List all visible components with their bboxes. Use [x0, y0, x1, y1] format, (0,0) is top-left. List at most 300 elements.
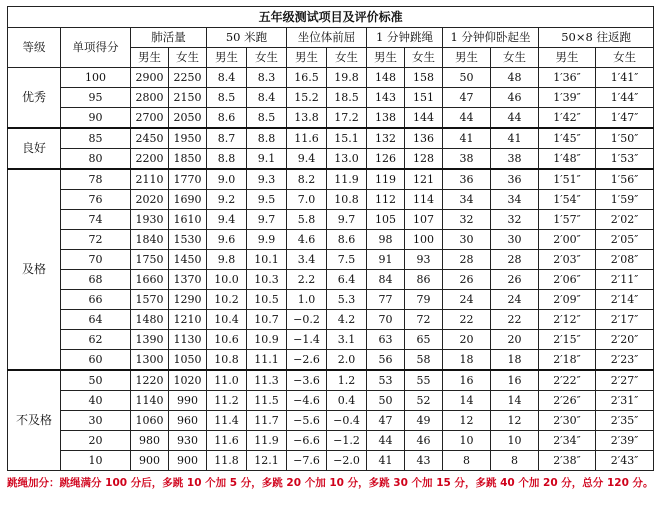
value-cell: 9.3 [247, 169, 287, 190]
value-cell: 58 [405, 350, 443, 371]
value-cell: 10.3 [247, 270, 287, 290]
value-cell: 38 [491, 149, 539, 170]
value-cell: 12.1 [247, 451, 287, 471]
value-cell: 1′39″ [539, 88, 596, 108]
table-row [8, 149, 654, 170]
value-cell: 2700 [131, 108, 169, 129]
value-cell: 12 [443, 411, 491, 431]
score-cell: 64 [61, 310, 131, 330]
value-cell: 93 [405, 250, 443, 270]
score-cell: 90 [61, 108, 131, 129]
score-cell: 30 [61, 411, 131, 431]
table-row [8, 190, 654, 210]
value-cell: 1130 [169, 330, 207, 350]
value-cell: 55 [405, 370, 443, 391]
table-title: 五年级测试项目及评价标准 [8, 7, 654, 28]
table-row [8, 330, 654, 350]
value-cell: −0.2 [287, 310, 327, 330]
value-cell: 47 [443, 88, 491, 108]
value-cell: 1660 [131, 270, 169, 290]
table-row [8, 290, 654, 310]
value-cell: 9.8 [207, 250, 247, 270]
value-cell: 1530 [169, 230, 207, 250]
value-cell: 1′57″ [539, 210, 596, 230]
value-cell: 2800 [131, 88, 169, 108]
score-cell: 68 [61, 270, 131, 290]
value-cell: 91 [367, 250, 405, 270]
value-cell: 1450 [169, 250, 207, 270]
value-cell: 8.2 [287, 169, 327, 190]
value-cell: −3.6 [287, 370, 327, 391]
value-cell: 46 [491, 88, 539, 108]
value-cell: 1610 [169, 210, 207, 230]
score-cell: 76 [61, 190, 131, 210]
value-cell: 11.6 [287, 128, 327, 149]
value-cell: 1′45″ [539, 128, 596, 149]
value-cell: 2′00″ [539, 230, 596, 250]
value-cell: 11.5 [247, 391, 287, 411]
value-cell: 10.7 [247, 310, 287, 330]
value-cell: 2′35″ [596, 411, 654, 431]
value-cell: 132 [367, 128, 405, 149]
value-cell: 2′23″ [596, 350, 654, 371]
value-cell: 960 [169, 411, 207, 431]
value-cell: 2250 [169, 68, 207, 88]
value-cell: 8.5 [247, 108, 287, 129]
value-cell: 9.7 [247, 210, 287, 230]
value-cell: −6.6 [287, 431, 327, 451]
value-cell: 30 [491, 230, 539, 250]
value-cell: −5.6 [287, 411, 327, 431]
value-cell: 20 [491, 330, 539, 350]
value-cell: 1′56″ [596, 169, 654, 190]
value-cell: 3.1 [327, 330, 367, 350]
value-cell: 1570 [131, 290, 169, 310]
value-cell: 8.4 [247, 88, 287, 108]
value-cell: −1.2 [327, 431, 367, 451]
value-cell: 44 [491, 108, 539, 129]
value-cell: 10 [491, 431, 539, 451]
value-cell: 148 [367, 68, 405, 88]
bonus-note: 跳绳加分：跳绳满分 100 分后，多跳 10 个加 5 分，多跳 20 个加 10 分，多跳 30 个加 15 分，多跳 40 个加 20 分，总分 120 分。 [7, 477, 654, 489]
value-cell: 10.8 [207, 350, 247, 371]
table-row [8, 88, 654, 108]
value-cell: 20 [443, 330, 491, 350]
header-female: 女生 [491, 48, 539, 68]
value-cell: 2′08″ [596, 250, 654, 270]
value-cell: −1.4 [287, 330, 327, 350]
value-cell: 50 [367, 391, 405, 411]
value-cell: 1′50″ [596, 128, 654, 149]
value-cell: 107 [405, 210, 443, 230]
table-row [8, 128, 654, 149]
header-male: 男生 [539, 48, 596, 68]
value-cell: 10.0 [207, 270, 247, 290]
title-row [8, 7, 654, 28]
value-cell: 119 [367, 169, 405, 190]
header-50m-run: 50 米跑 [207, 28, 287, 48]
value-cell: −4.6 [287, 391, 327, 411]
value-cell: 1′36″ [539, 68, 596, 88]
header-score: 单项得分 [61, 28, 131, 68]
value-cell: 2.0 [327, 350, 367, 371]
header-male: 男生 [443, 48, 491, 68]
value-cell: 11.2 [207, 391, 247, 411]
value-cell: 4.2 [327, 310, 367, 330]
value-cell: 1140 [131, 391, 169, 411]
value-cell: 22 [443, 310, 491, 330]
value-cell: 47 [367, 411, 405, 431]
value-cell: 2′12″ [539, 310, 596, 330]
value-cell: 1690 [169, 190, 207, 210]
value-cell: 6.4 [327, 270, 367, 290]
value-cell: 16.5 [287, 68, 327, 88]
value-cell: 9.0 [207, 169, 247, 190]
value-cell: 1020 [169, 370, 207, 391]
value-cell: 5.3 [327, 290, 367, 310]
value-cell: 14 [491, 391, 539, 411]
value-cell: 11.9 [247, 431, 287, 451]
value-cell: 128 [405, 149, 443, 170]
value-cell: 2200 [131, 149, 169, 170]
value-cell: 2110 [131, 169, 169, 190]
value-cell: 2′30″ [539, 411, 596, 431]
value-cell: 50 [443, 68, 491, 88]
value-cell: 112 [367, 190, 405, 210]
value-cell: 11.8 [207, 451, 247, 471]
table-row [8, 391, 654, 411]
score-cell: 78 [61, 169, 131, 190]
value-cell: 1.2 [327, 370, 367, 391]
value-cell: 16 [491, 370, 539, 391]
value-cell: 1770 [169, 169, 207, 190]
table-body [8, 7, 654, 471]
value-cell: 24 [491, 290, 539, 310]
value-cell: 8 [491, 451, 539, 471]
header-male: 男生 [367, 48, 405, 68]
header-shuttle-run: 50×8 往返跑 [539, 28, 654, 48]
table-row [8, 350, 654, 371]
value-cell: 1850 [169, 149, 207, 170]
value-cell: 2450 [131, 128, 169, 149]
value-cell: 9.9 [247, 230, 287, 250]
value-cell: 1′48″ [539, 149, 596, 170]
value-cell: 144 [405, 108, 443, 129]
value-cell: 9.7 [327, 210, 367, 230]
value-cell: 41 [367, 451, 405, 471]
value-cell: 8.6 [327, 230, 367, 250]
value-cell: 138 [367, 108, 405, 129]
value-cell: 900 [131, 451, 169, 471]
value-cell: 11.1 [247, 350, 287, 371]
value-cell: 158 [405, 68, 443, 88]
value-cell: 18.5 [327, 88, 367, 108]
table-row [8, 270, 654, 290]
value-cell: 38 [443, 149, 491, 170]
score-cell: 80 [61, 149, 131, 170]
value-cell: 2′03″ [539, 250, 596, 270]
header-female: 女生 [596, 48, 654, 68]
value-cell: 121 [405, 169, 443, 190]
value-cell: 79 [405, 290, 443, 310]
value-cell: 2′39″ [596, 431, 654, 451]
value-cell: −0.4 [327, 411, 367, 431]
value-cell: 2′27″ [596, 370, 654, 391]
value-cell: 2′09″ [539, 290, 596, 310]
value-cell: 14 [443, 391, 491, 411]
value-cell: 2′15″ [539, 330, 596, 350]
table-row [8, 108, 654, 129]
table-row [8, 451, 654, 471]
value-cell: 98 [367, 230, 405, 250]
score-cell: 70 [61, 250, 131, 270]
value-cell: 70 [367, 310, 405, 330]
table-row [8, 370, 654, 391]
score-cell: 66 [61, 290, 131, 310]
table-row [8, 411, 654, 431]
value-cell: 1′59″ [596, 190, 654, 210]
value-cell: 10.8 [327, 190, 367, 210]
table-row [8, 230, 654, 250]
value-cell: 2′05″ [596, 230, 654, 250]
value-cell: 34 [491, 190, 539, 210]
value-cell: 1060 [131, 411, 169, 431]
value-cell: 84 [367, 270, 405, 290]
value-cell: 930 [169, 431, 207, 451]
value-cell: 980 [131, 431, 169, 451]
value-cell: 1′44″ [596, 88, 654, 108]
value-cell: 11.7 [247, 411, 287, 431]
value-cell: 36 [491, 169, 539, 190]
header-sit-ups: 1 分钟仰卧起坐 [443, 28, 539, 48]
value-cell: 1′41″ [596, 68, 654, 88]
value-cell: 2′43″ [596, 451, 654, 471]
value-cell: −2.6 [287, 350, 327, 371]
value-cell: 1480 [131, 310, 169, 330]
score-cell: 95 [61, 88, 131, 108]
value-cell: 10.2 [207, 290, 247, 310]
value-cell: 1′51″ [539, 169, 596, 190]
value-cell: 8.4 [207, 68, 247, 88]
value-cell: 17.2 [327, 108, 367, 129]
value-cell: 36 [443, 169, 491, 190]
value-cell: 15.1 [327, 128, 367, 149]
value-cell: 63 [367, 330, 405, 350]
header-sit-and-reach: 坐位体前屈 [287, 28, 367, 48]
value-cell: 100 [405, 230, 443, 250]
value-cell: 28 [491, 250, 539, 270]
value-cell: 19.8 [327, 68, 367, 88]
value-cell: 86 [405, 270, 443, 290]
value-cell: 2900 [131, 68, 169, 88]
value-cell: 44 [443, 108, 491, 129]
score-cell: 74 [61, 210, 131, 230]
score-cell: 72 [61, 230, 131, 250]
value-cell: 10.5 [247, 290, 287, 310]
value-cell: 2′06″ [539, 270, 596, 290]
value-cell: 114 [405, 190, 443, 210]
value-cell: 1370 [169, 270, 207, 290]
header-female: 女生 [247, 48, 287, 68]
value-cell: 30 [443, 230, 491, 250]
value-cell: 2050 [169, 108, 207, 129]
value-cell: 12 [491, 411, 539, 431]
value-cell: 2′17″ [596, 310, 654, 330]
value-cell: 48 [491, 68, 539, 88]
value-cell: 13.8 [287, 108, 327, 129]
value-cell: 1390 [131, 330, 169, 350]
score-cell: 50 [61, 370, 131, 391]
value-cell: 22 [491, 310, 539, 330]
value-cell: 2′34″ [539, 431, 596, 451]
value-cell: 11.3 [247, 370, 287, 391]
value-cell: 900 [169, 451, 207, 471]
score-cell: 62 [61, 330, 131, 350]
table-row [8, 68, 654, 88]
value-cell: 9.4 [287, 149, 327, 170]
value-cell: 9.1 [247, 149, 287, 170]
value-cell: 72 [405, 310, 443, 330]
value-cell: 1′54″ [539, 190, 596, 210]
value-cell: 1930 [131, 210, 169, 230]
value-cell: 77 [367, 290, 405, 310]
value-cell: 32 [443, 210, 491, 230]
value-cell: −2.0 [327, 451, 367, 471]
value-cell: 2′14″ [596, 290, 654, 310]
grade-cell: 不及格 [8, 370, 61, 471]
value-cell: 11.4 [207, 411, 247, 431]
value-cell: −7.6 [287, 451, 327, 471]
table-row [8, 310, 654, 330]
value-cell: 5.8 [287, 210, 327, 230]
value-cell: 1300 [131, 350, 169, 371]
value-cell: 151 [405, 88, 443, 108]
header-female: 女生 [327, 48, 367, 68]
value-cell: 143 [367, 88, 405, 108]
header-grade: 等级 [8, 28, 61, 68]
value-cell: 46 [405, 431, 443, 451]
grade-cell: 优秀 [8, 68, 61, 129]
value-cell: 52 [405, 391, 443, 411]
value-cell: 1950 [169, 128, 207, 149]
value-cell: 44 [367, 431, 405, 451]
value-cell: 18 [443, 350, 491, 371]
header-female: 女生 [405, 48, 443, 68]
table-row [8, 210, 654, 230]
header-rope-skipping: 1 分钟跳绳 [367, 28, 443, 48]
score-cell: 60 [61, 350, 131, 371]
value-cell: 9.5 [247, 190, 287, 210]
value-cell: 1′53″ [596, 149, 654, 170]
value-cell: 24 [443, 290, 491, 310]
value-cell: 10.1 [247, 250, 287, 270]
value-cell: 2′31″ [596, 391, 654, 411]
value-cell: 10.4 [207, 310, 247, 330]
value-cell: 43 [405, 451, 443, 471]
value-cell: 8.8 [207, 149, 247, 170]
value-cell: 11.0 [207, 370, 247, 391]
value-cell: 8.7 [207, 128, 247, 149]
value-cell: 10 [443, 431, 491, 451]
value-cell: 1220 [131, 370, 169, 391]
standards-sheet [7, 6, 654, 490]
value-cell: 16 [443, 370, 491, 391]
value-cell: 53 [367, 370, 405, 391]
value-cell: 7.5 [327, 250, 367, 270]
value-cell: 11.9 [327, 169, 367, 190]
header-row-items [8, 28, 654, 48]
value-cell: 8.3 [247, 68, 287, 88]
header-male: 男生 [207, 48, 247, 68]
value-cell: 1′47″ [596, 108, 654, 129]
value-cell: 41 [491, 128, 539, 149]
value-cell: 990 [169, 391, 207, 411]
value-cell: 2′20″ [596, 330, 654, 350]
value-cell: 1.0 [287, 290, 327, 310]
value-cell: 49 [405, 411, 443, 431]
grade-cell: 良好 [8, 128, 61, 169]
value-cell: 15.2 [287, 88, 327, 108]
value-cell: 10.6 [207, 330, 247, 350]
value-cell: 2′26″ [539, 391, 596, 411]
value-cell: 9.4 [207, 210, 247, 230]
grade-cell: 及格 [8, 169, 61, 370]
value-cell: 28 [443, 250, 491, 270]
value-cell: 18 [491, 350, 539, 371]
value-cell: 1290 [169, 290, 207, 310]
header-vital-capacity: 肺活量 [131, 28, 207, 48]
value-cell: 11.6 [207, 431, 247, 451]
score-cell: 20 [61, 431, 131, 451]
value-cell: 2′11″ [596, 270, 654, 290]
value-cell: 7.0 [287, 190, 327, 210]
value-cell: 1750 [131, 250, 169, 270]
value-cell: 8 [443, 451, 491, 471]
value-cell: 105 [367, 210, 405, 230]
standards-table [7, 6, 654, 471]
value-cell: 2′18″ [539, 350, 596, 371]
value-cell: 136 [405, 128, 443, 149]
score-cell: 10 [61, 451, 131, 471]
table-row [8, 431, 654, 451]
value-cell: 34 [443, 190, 491, 210]
table-row [8, 250, 654, 270]
table-row [8, 169, 654, 190]
header-male: 男生 [131, 48, 169, 68]
value-cell: 9.6 [207, 230, 247, 250]
score-cell: 85 [61, 128, 131, 149]
value-cell: 3.4 [287, 250, 327, 270]
value-cell: 8.8 [247, 128, 287, 149]
value-cell: 26 [491, 270, 539, 290]
value-cell: 0.4 [327, 391, 367, 411]
value-cell: 2′02″ [596, 210, 654, 230]
value-cell: 126 [367, 149, 405, 170]
value-cell: 2′38″ [539, 451, 596, 471]
value-cell: 4.6 [287, 230, 327, 250]
value-cell: 8.5 [207, 88, 247, 108]
value-cell: 56 [367, 350, 405, 371]
header-male: 男生 [287, 48, 327, 68]
value-cell: 8.6 [207, 108, 247, 129]
value-cell: 1210 [169, 310, 207, 330]
value-cell: 41 [443, 128, 491, 149]
score-cell: 40 [61, 391, 131, 411]
value-cell: 2.2 [287, 270, 327, 290]
value-cell: 1′42″ [539, 108, 596, 129]
value-cell: 2150 [169, 88, 207, 108]
value-cell: 32 [491, 210, 539, 230]
